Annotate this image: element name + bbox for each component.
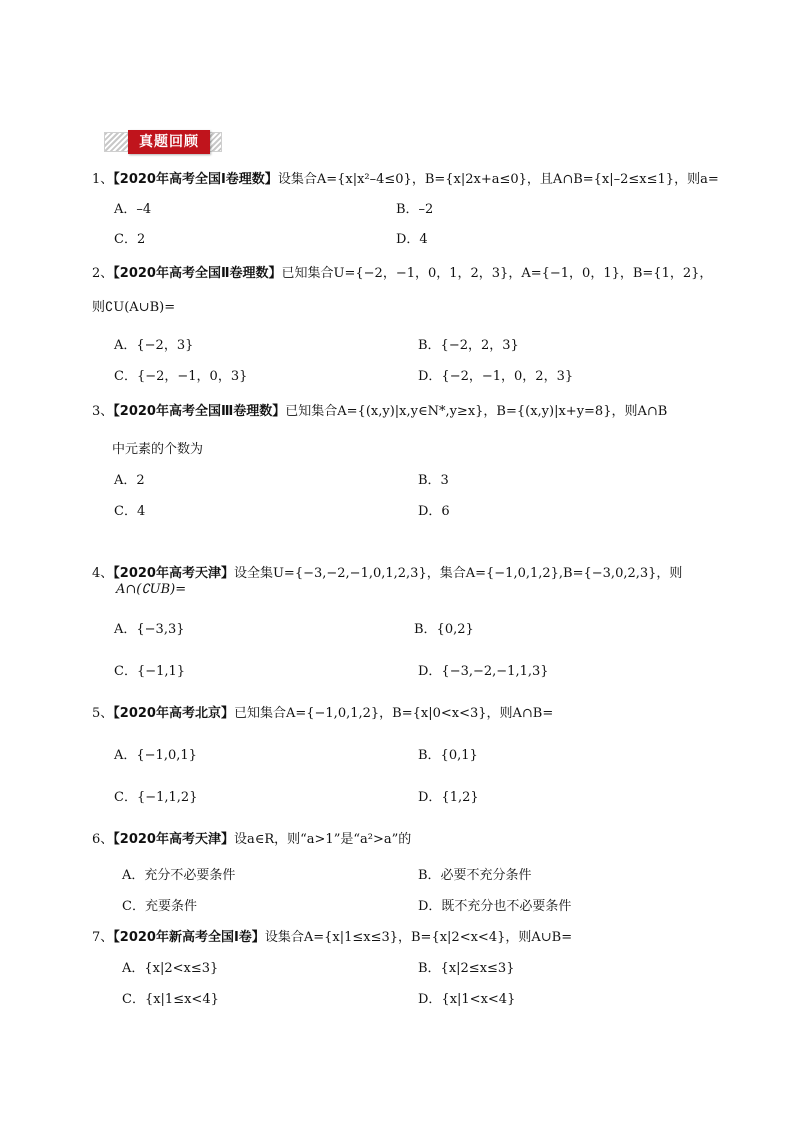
option-b: B．{x|2≤x≤3}	[418, 961, 515, 976]
option-d: D．{x|1<x<4}	[418, 992, 516, 1007]
option-c: C．充要条件	[122, 899, 197, 914]
question-source: 【2020年高考天津】	[113, 832, 234, 847]
question-source: 【2020年高考全国Ⅰ卷理数】	[113, 172, 278, 187]
question-1	[92, 170, 732, 190]
option-d: D．4	[396, 232, 428, 247]
option-d: D．6	[418, 504, 450, 519]
question-source: 【2020年高考全国Ⅱ卷理数】	[113, 266, 282, 281]
question-stem: 设全集U={−3,−2,−1,0,1,2,3}，集合A={−1,0,1,2},B={−3,0,2,3}，则	[233, 566, 683, 581]
option-d: D．{1,2}	[418, 790, 479, 805]
question-2	[92, 264, 732, 284]
question-number: 7、	[92, 930, 114, 945]
question-stem: 已知集合A={(x,y)|x,y∈N*,y≥x}，B={(x,y)|x+y=8}，则A∩B	[285, 404, 668, 419]
option-c: C．4	[114, 504, 146, 519]
question-stem-continued: 中元素的个数为	[112, 442, 204, 457]
question-stem: 设集合A={x|1≤x≤3}，B={x|2<x<4}，则A∪B=	[264, 930, 573, 945]
question-stem: 设集合A={x|x²–4≤0}，B={x|2x+a≤0}，且A∩B={x|–2≤x≤1}，则a=	[277, 172, 719, 187]
option-c: C．{x|1≤x<4}	[122, 992, 219, 1007]
option-a: A．{−2，3}	[114, 338, 194, 353]
option-d: D．{−3,−2,−1,1,3}	[418, 664, 549, 679]
option-c: C．{−1,1}	[114, 664, 186, 679]
option-b: B．3	[418, 473, 449, 488]
option-a: A．充分不必要条件	[122, 868, 236, 883]
option-c: C．{−1,1,2}	[114, 790, 198, 805]
option-a: A．–4	[114, 202, 152, 217]
option-c: C．{−2，−1，0，3}	[114, 369, 248, 384]
option-c: C．2	[114, 232, 146, 247]
question-7	[92, 928, 732, 948]
option-b: B．必要不充分条件	[418, 868, 532, 883]
option-a: A．2	[114, 473, 145, 488]
option-b: B．–2	[396, 202, 434, 217]
option-d: D．既不充分也不必要条件	[418, 899, 572, 914]
option-b: B．{0,2}	[414, 622, 474, 637]
question-stem-continued: A∩(∁UB)=	[116, 582, 187, 597]
option-a: A．{−1,0,1}	[114, 748, 197, 763]
question-stem-continued: 则∁U(A∪B)=	[92, 300, 176, 315]
question-stem: 已知集合U={−2，−1，0，1，2，3}，A={−1，0，1}，B={1，2}，	[281, 266, 713, 281]
question-5	[92, 704, 732, 724]
option-a: A．{−3,3}	[114, 622, 185, 637]
question-number: 1、	[92, 172, 114, 187]
question-number: 4、	[92, 566, 114, 581]
option-a: A．{x|2<x≤3}	[122, 961, 219, 976]
question-6	[92, 830, 732, 850]
question-stem: 已知集合A={−1,0,1,2}，B={x|0<x<3}，则A∩B=	[233, 706, 554, 721]
question-source: 【2020年新高考全国Ⅰ卷】	[113, 930, 265, 945]
option-b: B．{−2，2，3}	[418, 338, 519, 353]
question-number: 6、	[92, 832, 114, 847]
option-d: D．{−2，−1，0，2，3}	[418, 369, 574, 384]
section-banner	[104, 130, 222, 154]
question-stem: 设a∈R，则“a>1”是“a²>a”的	[233, 832, 412, 847]
question-number: 2、	[92, 266, 114, 281]
option-b: B．{0,1}	[418, 748, 478, 763]
section-title: 真题回顾	[128, 130, 210, 154]
question-number: 3、	[92, 404, 114, 419]
question-source: 【2020年高考天津】	[113, 566, 234, 581]
question-source: 【2020年高考北京】	[113, 706, 234, 721]
question-3	[92, 402, 732, 422]
question-number: 5、	[92, 706, 114, 721]
question-source: 【2020年高考全国Ⅲ卷理数】	[113, 404, 286, 419]
